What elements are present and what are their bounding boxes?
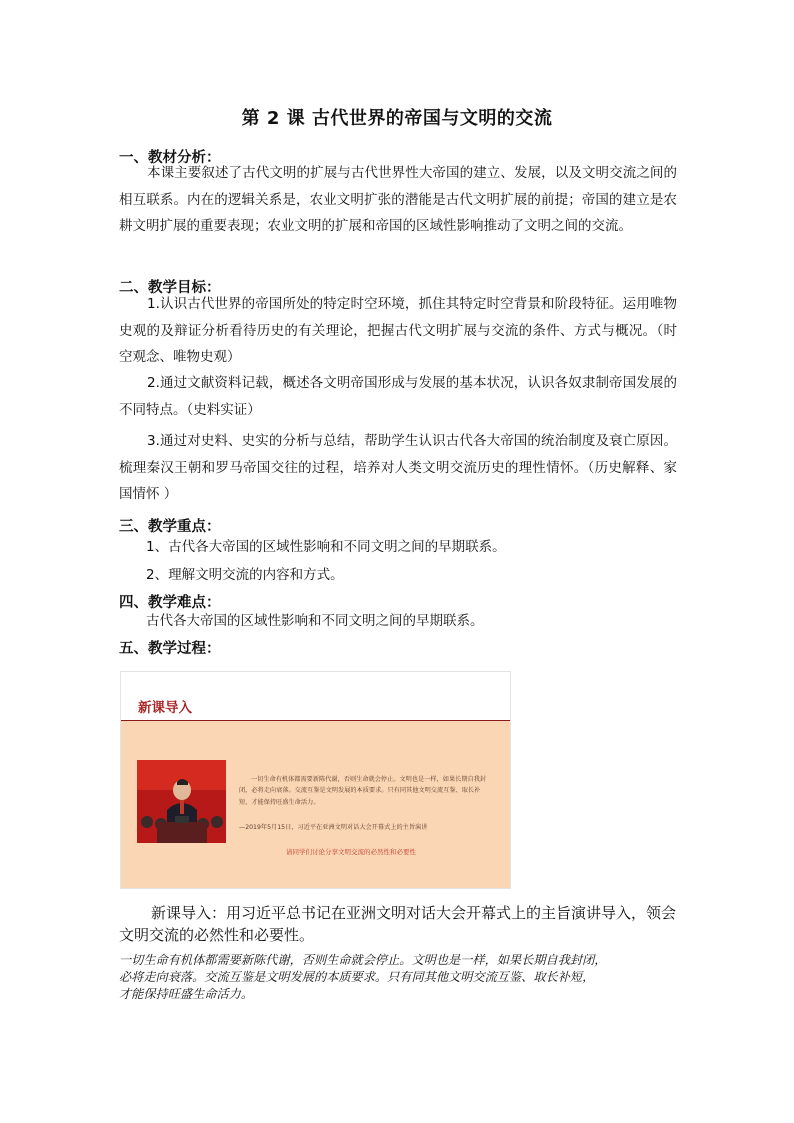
difficulty-text: 古代各大帝国的区域性影响和不同文明之间的早期联系。	[146, 613, 484, 629]
analysis-paragraph: 本课主要叙述了古代文明的扩展与古代世界性大帝国的建立、发展，以及文明交流之间的相互联系。内在的逻辑关系是，农业文明扩张的潜能是古代文明扩展的前提；帝国的建立是农耕文明扩展的重要表现；农业文明的扩展和帝国的区域性影响推动了文明之间的交流。	[119, 165, 677, 234]
quote-line-1: 一切生命有机体都需要新陈代谢，否则生命就会停止。文明也是一样，如果长期自我封闭，	[119, 953, 607, 967]
slide-title: 新课导入	[138, 700, 192, 716]
quote-line-3: 才能保持旺盛生命活力。	[119, 987, 254, 1001]
goal-item-3: 3.通过对史料、史实的分析与总结，帮助学生认识古代各大帝国的统治制度及衰亡原因。梳理秦汉王朝和罗马帝国交往的过程，培养对人类文明交流历史的理性情怀。（历史解释、家国情怀 ）	[119, 433, 677, 502]
slide-discussion-prompt: 请同学们讨论分享文明交流的必然性和必要性	[286, 848, 416, 856]
goal-item-2: 2.通过文献资料记载，概述各文明帝国形成与发展的基本状况，认识各奴隶制帝国发展的不同特点。（史料实证）	[119, 375, 677, 418]
lesson-title: 第 2 课 古代世界的帝国与文明的交流	[241, 108, 553, 129]
section-heading-analysis: 一、教材分析：	[119, 150, 221, 166]
section-heading-process: 五、教学过程：	[119, 641, 221, 657]
intro-paragraph: 新课导入：用习近平总书记在亚洲文明对话大会开幕式上的主旨演讲导入，领会文明交流的必然性和必要性。	[119, 904, 677, 944]
section-heading-difficulties: 四、教学难点：	[119, 595, 221, 611]
key-point-1: 1、古代各大帝国的区域性影响和不同文明之间的早期联系。	[146, 539, 506, 555]
slide-image	[120, 671, 511, 889]
section-heading-goals: 二、教学目标：	[119, 280, 221, 296]
key-point-2: 2、理解文明交流的内容和方式。	[146, 567, 344, 583]
quote-line-2: 必将走向衰落。交流互鉴是文明发展的本质要求。只有同其他文明交流互鉴、取长补短，	[119, 970, 595, 984]
slide-header	[121, 672, 510, 721]
slide-quote-source: —2019年5月15日，习近平在亚洲文明对话大会开幕式上的主旨演讲	[239, 824, 428, 831]
slide-quote: 一切生命有机体都需要新陈代谢，否则生命就会停止。文明也是一样，如果长期自我封闭，必将走向衰落。交流互鉴是文明发展的本质要求。只有同其他文明交流互鉴、取长补短，才能保持旺盛生命活力。	[239, 776, 487, 806]
section-heading-key-points: 三、教学重点：	[119, 519, 221, 535]
goal-item-1: 1.认识古代世界的帝国所处的特定时空环境，抓住其特定时空背景和阶段特征。运用唯物史观的及辩证分析看待历史的有关理论，把握古代文明扩展与交流的条件、方式与概况。（时空观念、唯物史观）	[119, 296, 677, 365]
speaker-photo	[137, 760, 226, 843]
